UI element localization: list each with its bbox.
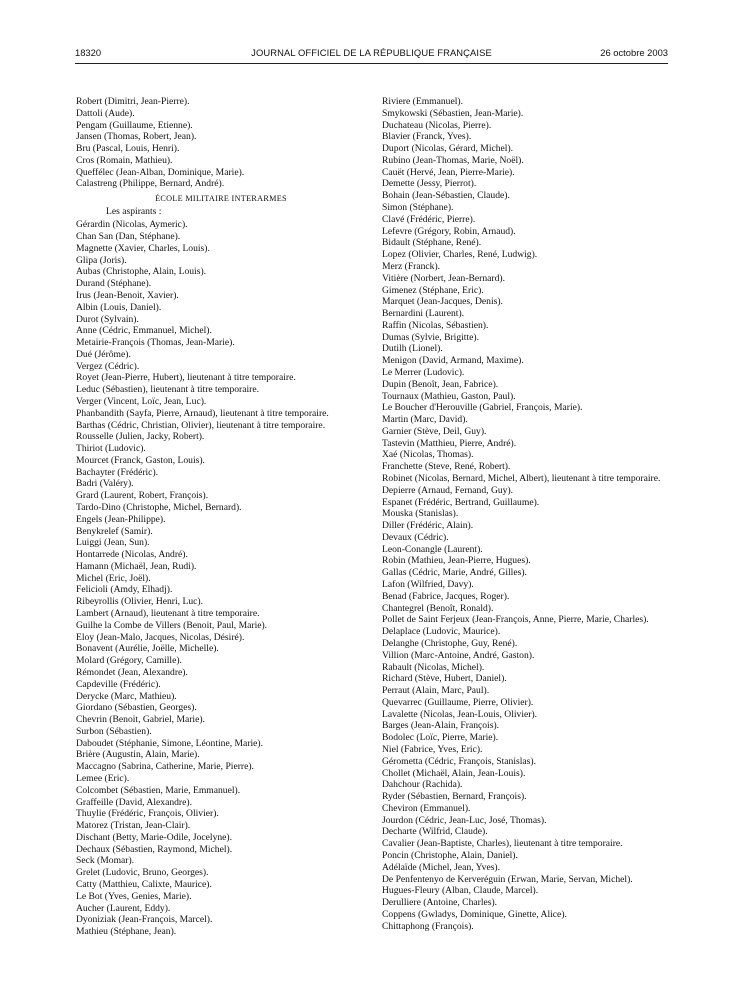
name-entry: Chittaphong (François).	[382, 920, 474, 932]
name-entry: Aucher (Laurent, Eddy).	[76, 902, 171, 914]
name-entry: Bru (Pascal, Louis, Henri).	[76, 143, 180, 155]
name-entry: Vergez (Cédric).	[76, 360, 140, 372]
name-entry: Brière (Augustin, Alain, Marie).	[76, 749, 200, 761]
name-entry: Devaux (Cédric).	[382, 531, 449, 543]
name-entry: Richard (Stève, Hubert, Daniel).	[382, 673, 507, 685]
name-entry: Demette (Jessy, Pierrot).	[382, 178, 477, 190]
name-entry: De Penfentenyo de Kerveréguin (Erwan, Marie, Servan, Michel).	[382, 873, 633, 885]
name-entry: Bachayter (Frédéric).	[76, 466, 159, 478]
section-subheading: Les aspirants :	[106, 206, 162, 218]
name-entry: Verger (Vincent, Loïc, Jean, Luc).	[76, 395, 207, 407]
name-entry: Molard (Grégory, Camille).	[76, 655, 182, 667]
name-entry: Chevrin (Benoit, Gabriel, Marie).	[76, 714, 205, 726]
name-entry: Barges (Jean-Alain, François).	[382, 720, 500, 732]
name-entry: Giordano (Sébastien, Georges).	[76, 702, 197, 714]
name-entry: Espanet (Frédéric, Bertrand, Guillaume).	[382, 496, 540, 508]
name-entry: Dué (Jérôme).	[76, 348, 131, 360]
name-entry: Aubas (Christophe, Alain, Louis).	[76, 266, 207, 278]
name-entry: Anne (Cédric, Emmanuel, Michel).	[76, 325, 212, 337]
name-entry: Barthas (Cédric, Christian, Olivier), lieutenant à titre temporaire.	[76, 419, 326, 431]
name-entry: Bonavent (Aurélie, Joëlle, Michelle).	[76, 643, 219, 655]
name-entry: Capdeville (Frédéric).	[76, 678, 161, 690]
name-entry: Decharte (Wilfrid, Claude).	[382, 826, 488, 838]
name-entry: Blavier (Franck, Yves).	[382, 131, 472, 143]
name-entry: Clavé (Frédéric, Pierre).	[382, 213, 476, 225]
name-entry: Bernardini (Laurent).	[382, 308, 465, 320]
name-entry: Duport (Nicolas, Gérard, Michel).	[382, 143, 514, 155]
name-entry: Martin (Marc, David).	[382, 414, 468, 426]
name-entry: Delanghe (Christophe, Guy, René).	[382, 637, 518, 649]
name-entry: Lafon (Wilfried, Davy).	[382, 579, 474, 591]
name-entry: Durand (Stéphane).	[76, 278, 152, 290]
name-entry: Raffin (Nicolas, Sébastien).	[382, 319, 489, 331]
journal-title: JOURNAL OFFICIEL DE LA RÉPUBLIQUE FRANÇAISE	[251, 47, 492, 58]
name-entry: Rabault (Nicolas, Michel).	[382, 661, 485, 673]
name-entry: Badri (Valéry).	[76, 478, 134, 490]
name-entry: Robinet (Nicolas, Bernard, Michel, Albert), lieutenant à titre temporaire.	[382, 473, 661, 484]
name-entry: Le Bot (Yves, Genies, Marie).	[76, 890, 192, 902]
name-entry: Chantegrel (Benoît, Ronald).	[382, 602, 494, 614]
name-entry: Franchette (Steve, René, Robert).	[382, 461, 511, 473]
name-entry: Garnier (Stève, Deil, Guy).	[382, 425, 487, 437]
name-entry: Hamann (Michaël, Jean, Rudi).	[76, 560, 197, 572]
name-entry: Dischant (Betty, Marie-Odile, Jocelyne).	[76, 831, 233, 843]
name-entry: Tastevin (Matthieu, Pierre, André).	[382, 437, 517, 449]
name-entry: Perraut (Alain, Marc, Paul).	[382, 685, 490, 697]
page-header	[75, 47, 668, 61]
name-entry: Grard (Laurent, Robert, François).	[76, 490, 209, 502]
publication-date: 26 octobre 2003	[600, 47, 668, 58]
name-entry: Riviere (Emmanuel).	[382, 96, 463, 107]
name-entry: Dechaux (Sébastien, Raymond, Michel).	[76, 843, 233, 855]
name-entry: Royet (Jean-Pierre, Hubert), lieutenant à titre temporaire.	[76, 372, 296, 384]
name-entry: Magnette (Xavier, Charles, Louis).	[76, 242, 210, 254]
name-entry: Cavalier (Jean-Baptiste, Charles), lieutenant à titre temporaire.	[382, 838, 623, 850]
name-entry: Chan San (Dan, Stéphane).	[76, 231, 181, 243]
name-entry: Rubino (Jean-Thomas, Marie, Noël).	[382, 154, 524, 166]
name-entry: Luiggi (Jean, Sun).	[76, 537, 150, 549]
name-entry: Cheviron (Emmanuel).	[382, 802, 471, 814]
name-entry: Hugues-Fleury (Alban, Claude, Marcel).	[382, 885, 539, 897]
name-entry: Dumas (Sylvie, Brigitte).	[382, 331, 479, 343]
name-entry: Leduc (Sébastien), lieutenant à titre temporaire.	[76, 384, 260, 396]
right-column	[382, 96, 672, 932]
name-entry: Robin (Mathieu, Jean-Pierre, Hugues).	[382, 555, 531, 567]
name-entry: Menigon (David, Armand, Maxime).	[382, 355, 524, 367]
name-entry: Villion (Marc-Antoine, André, Gaston).	[382, 649, 535, 661]
name-entry: Lefevre (Grégory, Robin, Arnaud).	[382, 225, 516, 237]
name-entry: Tardo-Dino (Christophe, Michel, Bernard).	[76, 502, 242, 513]
name-entry: Hontarrede (Nicolas, André).	[76, 549, 188, 561]
name-entry: Irus (Jean-Benoit, Xavier).	[76, 289, 179, 301]
name-entry: Lavalette (Nicolas, Jean-Louis, Olivier).	[382, 708, 538, 720]
name-entry: Diller (Frédéric, Alain).	[382, 520, 474, 532]
name-entry: Rémondet (Jean, Alexandre).	[76, 666, 188, 678]
name-entry: Ryder (Sébastien, Bernard, François).	[382, 791, 527, 803]
left-names-list	[76, 219, 366, 938]
name-entry: Le Boucher d'Herouville (Gabriel, François, Marie).	[382, 402, 583, 414]
name-entry: Guilhe la Combe de Villers (Benoit, Paul, Marie).	[76, 619, 268, 631]
left-top-list	[76, 96, 366, 190]
name-entry: Colcombet (Sébastien, Marie, Emmanuel).	[76, 784, 241, 796]
name-entry: Gérardin (Nicolas, Aymeric).	[76, 219, 188, 231]
name-entry: Albin (Louis, Daniel).	[76, 301, 162, 313]
name-entry: Graffeille (David, Alexandre).	[76, 796, 192, 808]
name-entry: Thuylie (Frédéric, François, Olivier).	[76, 808, 219, 820]
name-entry: Vitière (Norbert, Jean-Bernard).	[382, 272, 506, 284]
name-entry: Durot (Sylvain).	[76, 313, 139, 325]
name-entry: Leon-Conangle (Laurent).	[382, 543, 483, 555]
name-entry: Cros (Romain, Mathieu).	[76, 154, 173, 166]
name-entry: Benad (Fabrice, Jacques, Roger).	[382, 590, 510, 602]
name-entry: Dyoniziak (Jean-François, Marcel).	[76, 914, 213, 926]
name-entry: Maccagno (Sabrina, Catherine, Marie, Pierre).	[76, 761, 254, 773]
name-entry: Le Merrer (Ludovic).	[382, 366, 465, 378]
name-entry: Cauët (Hervé, Jean, Pierre-Marie).	[382, 166, 515, 178]
name-entry: Derycke (Marc, Mathieu).	[76, 690, 177, 702]
name-entry: Mourcet (Franck, Gaston, Louis).	[76, 454, 205, 466]
name-entry: Grelet (Ludovic, Bruno, Georges).	[76, 867, 209, 879]
left-column	[76, 96, 366, 938]
name-entry: Daboudet (Stéphanie, Simone, Léontine, Marie).	[76, 737, 264, 749]
name-entry: Merz (Franck).	[382, 260, 441, 272]
name-entry: Duchateau (Nicolas, Pierre).	[382, 119, 492, 131]
name-entry: Lambert (Arnaud), lieutenant à titre temporaire.	[76, 608, 260, 620]
name-entry: Bohain (Jean-Sébastien, Claude).	[382, 190, 510, 202]
section-heading: ÉCOLE MILITAIRE INTERARMES	[155, 194, 287, 204]
name-entry: Tournaux (Mathieu, Gaston, Paul).	[382, 390, 516, 402]
name-entry: Gimenez (Stéphane, Eric).	[382, 284, 484, 296]
name-entry: Catty (Matthieu, Calixte, Maurice).	[76, 879, 212, 890]
name-entry: Dahchour (Rachida).	[382, 779, 463, 791]
name-entry: Pollet de Saint Ferjeux (Jean-François, Anne, Pierre, Marie, Charles).	[382, 614, 649, 626]
name-entry: Depierre (Arnaud, Fernand, Guy).	[382, 484, 514, 496]
name-entry: Coppens (Gwladys, Dominique, Ginette, Alice).	[382, 908, 567, 920]
right-names-list	[382, 96, 672, 932]
name-entry: Felicioli (Amdy, Elhadj).	[76, 584, 173, 596]
name-entry: Glipa (Joris).	[76, 254, 127, 266]
name-entry: Gérometta (Cédric, François, Stanislas).	[382, 755, 536, 767]
name-entry: Bidault (Stéphane, René).	[382, 237, 482, 249]
name-entry: Simon (Stéphane).	[382, 202, 454, 214]
name-entry: Lemee (Eric).	[76, 772, 130, 784]
name-entry: Metairie-François (Thomas, Jean-Marie).	[76, 337, 235, 349]
name-entry: Phanbandith (Sayfa, Pierre, Arnaud), lieutenant à titre temporaire.	[76, 407, 329, 419]
name-entry: Eloy (Jean-Malo, Jacques, Nicolas, Désiré).	[76, 631, 245, 643]
name-entry: Quevarrec (Guillaume, Pierre, Olivier).	[382, 696, 534, 708]
name-entry: Gallas (Cédric, Marie, André, Gilles).	[382, 567, 527, 579]
page-number: 18320	[75, 47, 102, 58]
name-entry: Niel (Fabrice, Yves, Eric).	[382, 743, 483, 755]
name-entry: Lopez (Olivier, Charles, René, Ludwig).	[382, 249, 538, 261]
name-entry: Seck (Momar).	[76, 855, 135, 867]
name-entry: Bodolec (Loïc, Pierre, Marie).	[382, 732, 499, 744]
name-entry: Robert (Dimitri, Jean-Pierre).	[76, 96, 190, 107]
name-entry: Thiriot (Ludovic).	[76, 443, 146, 455]
name-entry: Poncin (Christophe, Alain, Daniel).	[382, 850, 518, 861]
name-entry: Delaplace (Ludovic, Maurice).	[382, 626, 501, 638]
name-entry: Jourdon (Cédric, Jean-Luc, José, Thomas).	[382, 814, 547, 826]
name-entry: Mathieu (Stéphane, Jean).	[76, 926, 177, 938]
name-entry: Surbon (Sébastien).	[76, 725, 152, 737]
name-entry: Benykrelef (Samir).	[76, 525, 153, 537]
name-entry: Chollet (Michaël, Alain, Jean-Louis).	[382, 767, 526, 779]
name-entry: Derulliere (Antoine, Charles).	[382, 897, 498, 909]
name-entry: Marquet (Jean-Jacques, Denis).	[382, 296, 503, 308]
name-entry: Ribeyrollis (Olivier, Henri, Luc).	[76, 596, 203, 608]
name-entry: Xaé (Nicolas, Thomas).	[382, 449, 474, 461]
name-entry: Matorez (Tristan, Jean-Clair).	[76, 820, 191, 832]
name-entry: Dattoli (Aude).	[76, 107, 135, 119]
name-entry: Rousselle (Julien, Jacky, Robert).	[76, 431, 205, 443]
name-entry: Engels (Jean-Philippe).	[76, 513, 166, 525]
name-entry: Adélaïde (Michel, Jean, Yves).	[382, 861, 501, 873]
name-entry: Mouska (Stanislas).	[382, 508, 459, 520]
name-entry: Smykowski (Sébastien, Jean-Marie).	[382, 107, 524, 119]
name-entry: Michel (Eric, Joël).	[76, 572, 151, 584]
name-entry: Pengam (Guillaume, Etienne).	[76, 119, 193, 131]
name-entry: Jansen (Thomas, Robert, Jean).	[76, 131, 197, 143]
name-entry: Dutilh (Lionel).	[382, 343, 443, 355]
name-entry: Dupin (Benoît, Jean, Fabrice).	[382, 378, 499, 390]
header-rule	[75, 63, 668, 64]
name-entry: Calastreng (Philippe, Bernard, André).	[76, 178, 225, 190]
name-entry: Queffélec (Jean-Alban, Dominique, Marie).	[76, 166, 245, 178]
